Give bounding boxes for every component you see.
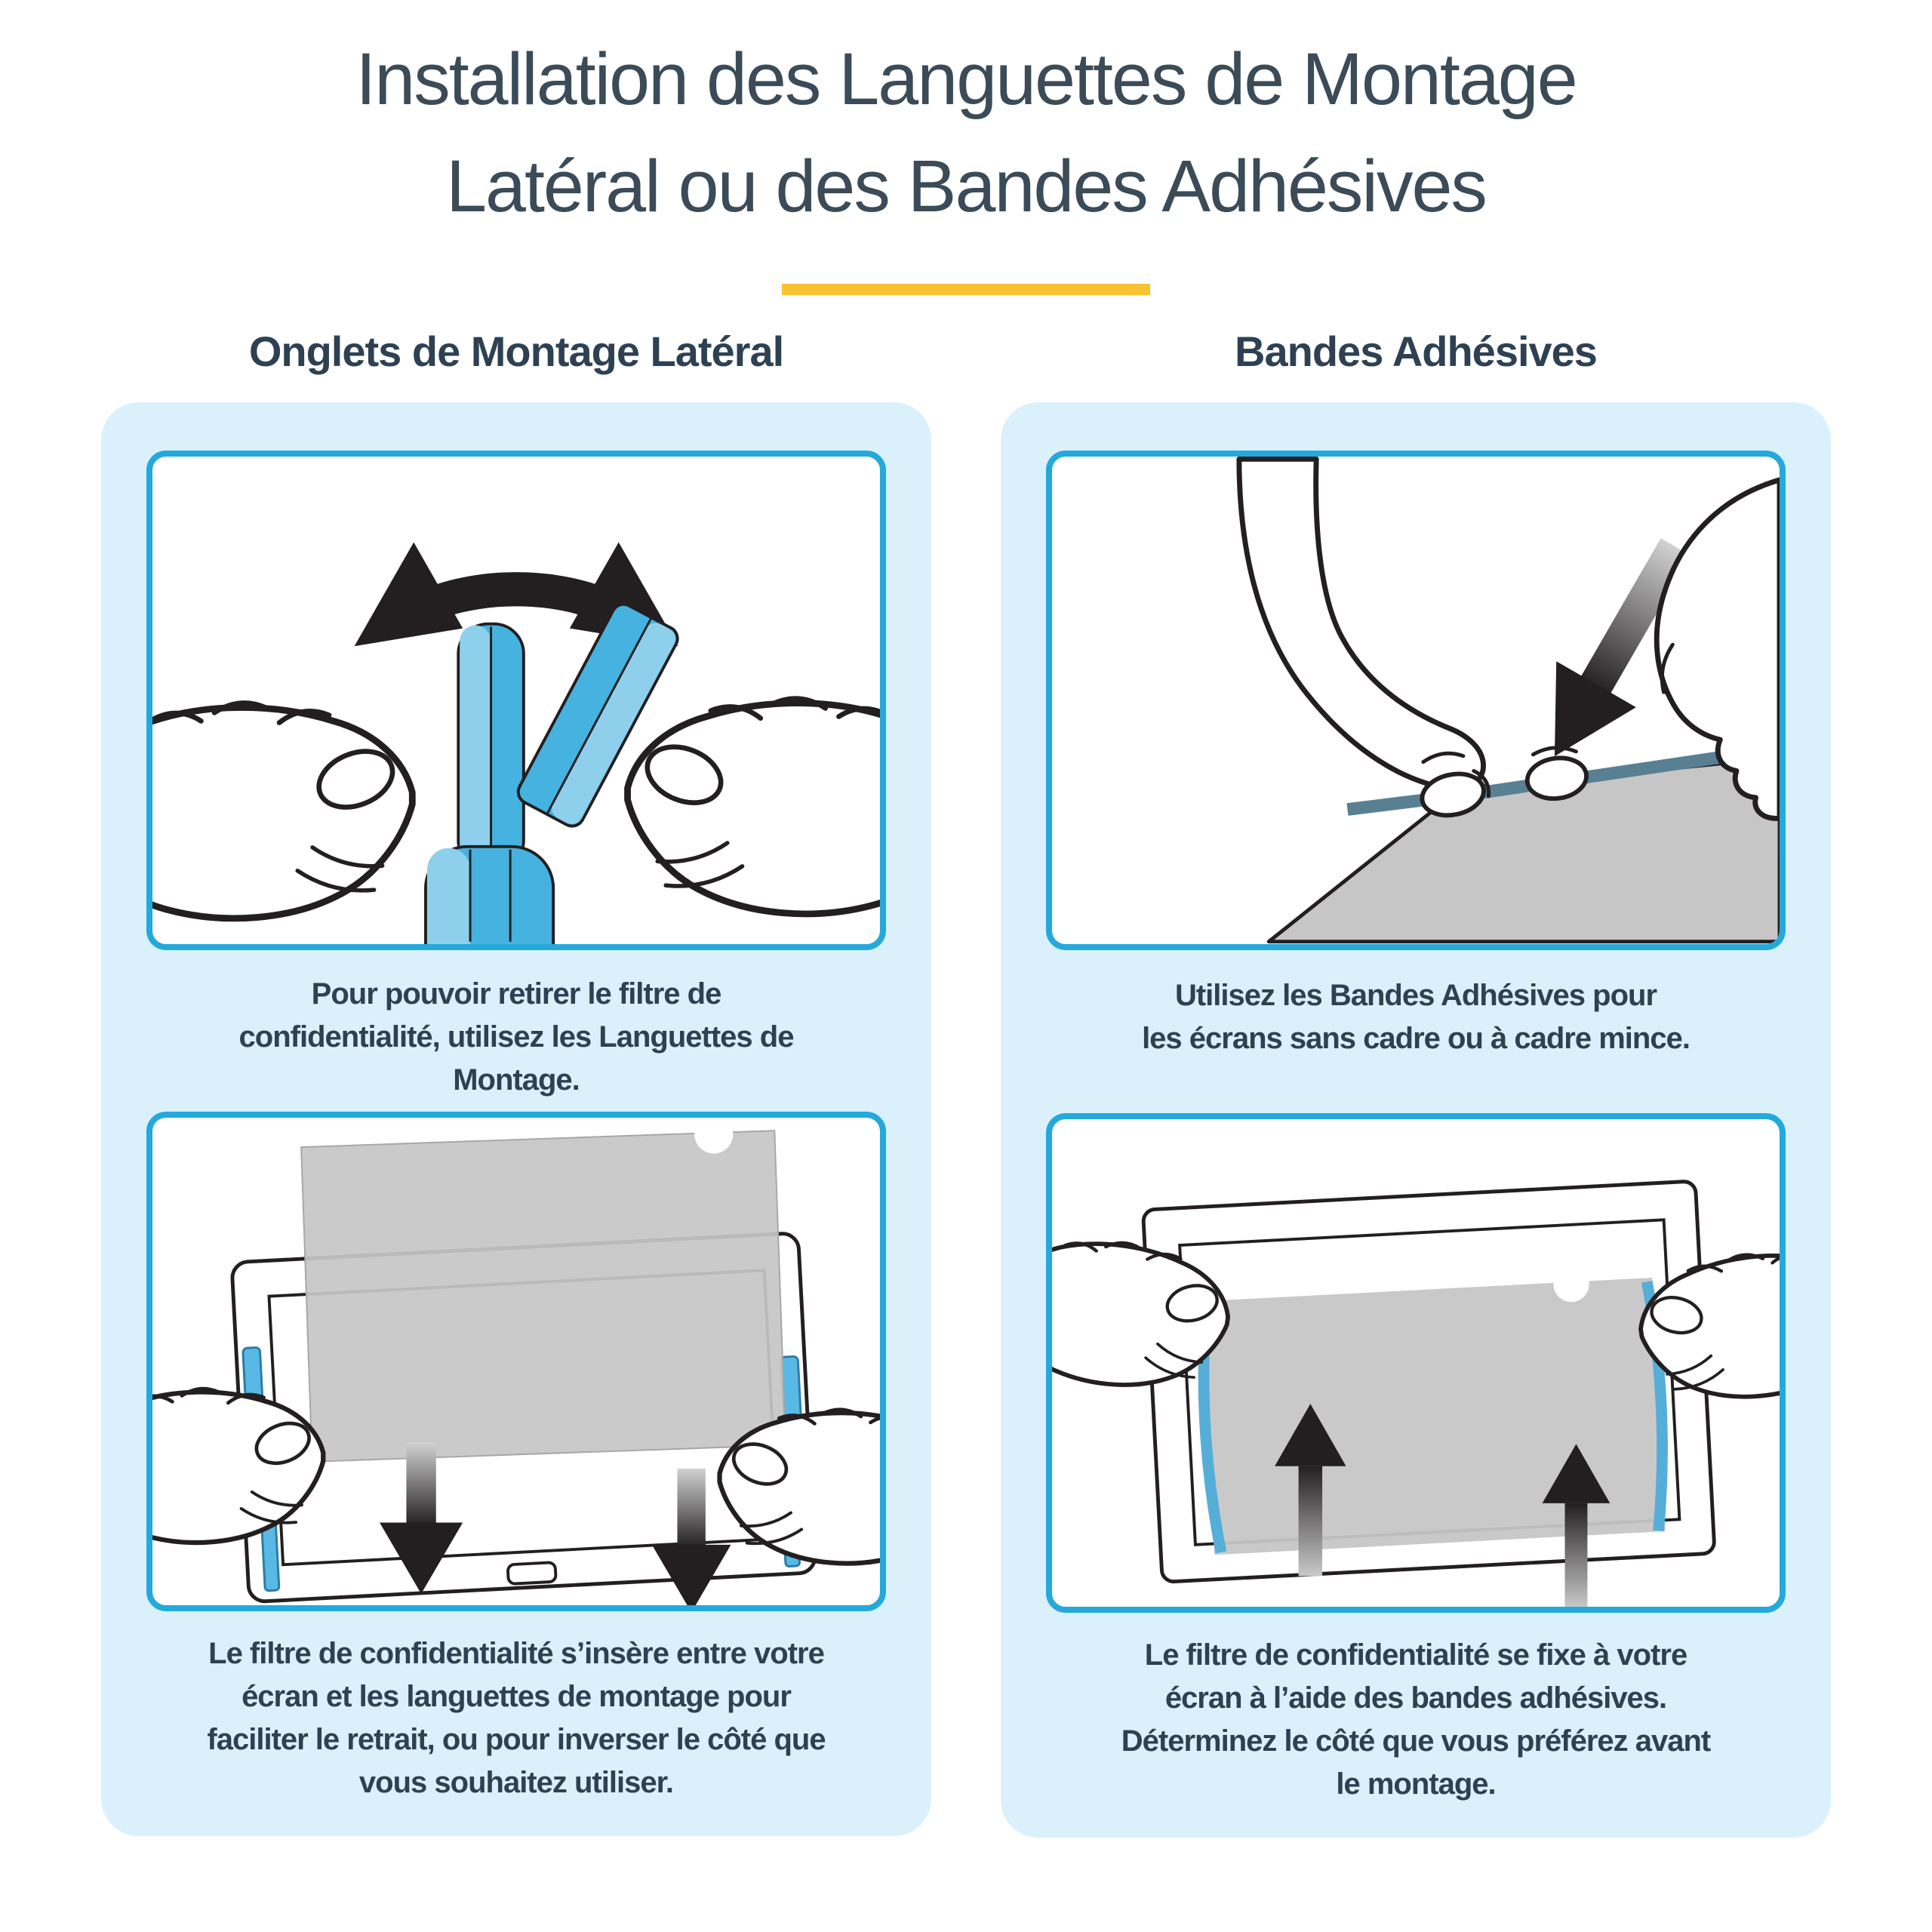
- caption-insert-filter: Le filtre de confidentialité s’insère entre votre écran et les languettes de montage pour faciliter le retrait, ou pour inverser le côté que vous souhaitez utiliser.: [207, 1637, 826, 1799]
- privacy-filter-sheet: [300, 1118, 786, 1462]
- heading-adhesive-strips: Bandes Adhésives: [1235, 328, 1597, 375]
- panel-adhesive-strips: [1001, 402, 1831, 1838]
- filter-attached-illustration: [1052, 1119, 1780, 1607]
- column-adhesive-strips: [1001, 327, 1831, 1838]
- figure-insert-filter: [146, 1112, 886, 1611]
- page-title: [0, 0, 1932, 240]
- panel-side-mounting-tabs: [101, 402, 931, 1836]
- left-hand-icon: [152, 703, 412, 918]
- yellow-divider: [782, 284, 1150, 295]
- right-hand-icon: [628, 699, 880, 914]
- press-adhesive-strip-illustration: [1052, 457, 1780, 944]
- caption-apply-adhesive-strip: Utilisez les Bandes Adhésives pour les écrans sans cadre ou à cadre mince.: [1142, 979, 1690, 1055]
- figure-rotate-mounting-tab: [146, 451, 886, 950]
- figure-apply-adhesive-strip: [1046, 451, 1786, 950]
- content-columns: [0, 327, 1932, 1838]
- caption-rotate-mounting-tab: Pour pouvoir retirer le filtre de confidentialité, utilisez les Languettes de Montage.: [238, 977, 794, 1097]
- page-title-line-2: Latéral ou des Bandes Adhésives: [446, 145, 1486, 227]
- left-hand-icon: [1239, 459, 1489, 820]
- column-side-mounting-tabs: [101, 327, 931, 1838]
- privacy-filter-sheet: [1201, 1278, 1666, 1555]
- hands-rotating-tab-illustration: [152, 457, 880, 944]
- filter-into-tabs-illustration: [152, 1118, 880, 1605]
- figure-attach-filter: [1046, 1113, 1786, 1613]
- caption-attach-filter: Le filtre de confidentialité se fixe à votre écran à l’aide des bandes adhésives. Déterminez le côté que vous préférez avant le montage.: [1121, 1638, 1711, 1801]
- heading-side-mounting-tabs: Onglets de Montage Latéral: [248, 328, 784, 375]
- page-title-line-1: Installation des Languettes de Montage: [355, 38, 1577, 120]
